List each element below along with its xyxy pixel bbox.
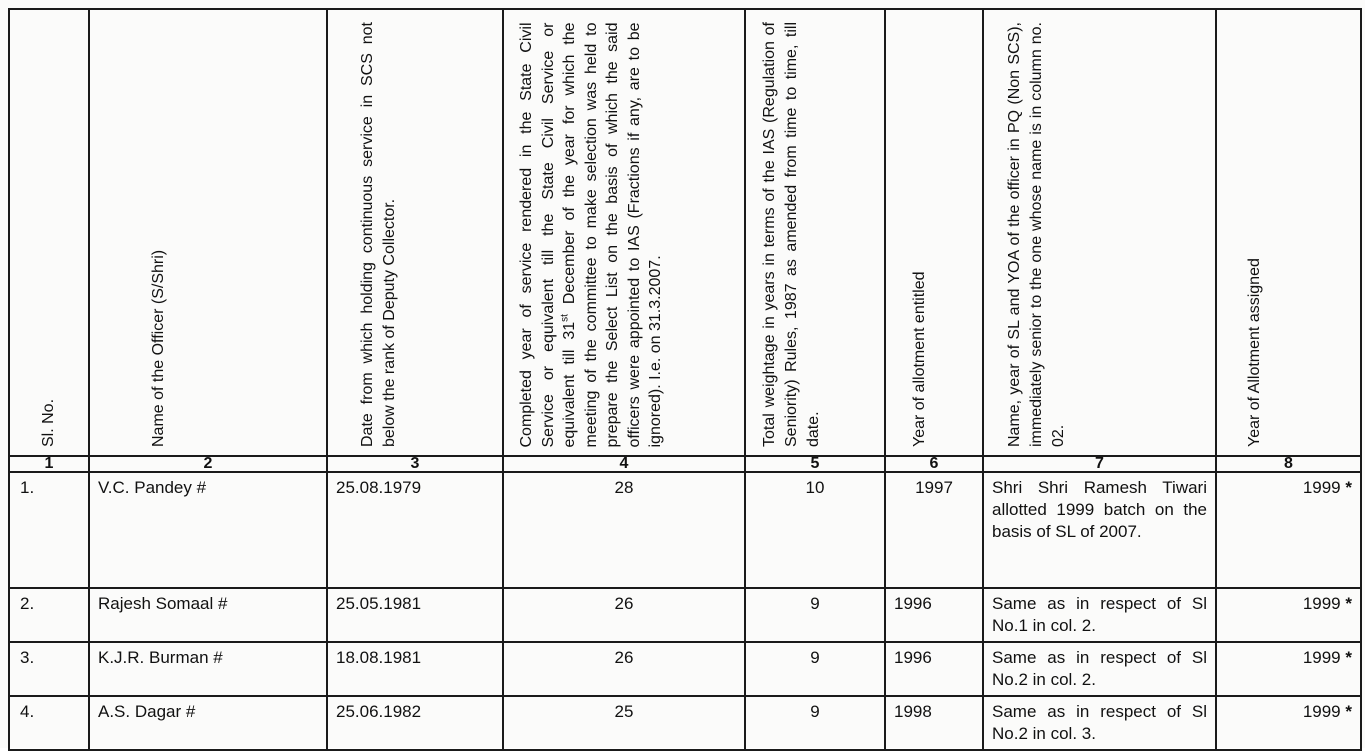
seniority-table [8,8,1362,751]
header-4-text-post: December of the year for which the meeting of the committee to make selection was held to prepare the Select List on the basis of which the said officers were appointed to IAS (Fractions if any, are to be ignored). I.e. on 31.3.2007. [561,22,664,447]
cell-completed-service: 26 [503,588,745,642]
cell-officer-name: V.C. Pandey # [89,472,327,588]
cell-sl-no: 4. [9,696,89,750]
header-row [9,9,1361,456]
cell-sl-no: 3. [9,642,89,696]
header-senior-officer: Name, year of SL and YOA of the officer in PQ (Non SCS), immediately senior to the one whose name is in column no. 02. [983,9,1216,456]
col-num-6: 6 [885,456,983,472]
header-year-assigned: Year of Allotment assigned [1216,9,1361,456]
col-num-5: 5 [745,456,885,472]
col-num-1: 1 [9,456,89,472]
cell-service-date: 25.05.1981 [327,588,503,642]
col-num-2: 2 [89,456,327,472]
cell-weightage: 10 [745,472,885,588]
header-completed-service [503,9,745,456]
cell-weightage: 9 [745,696,885,750]
cell-senior-officer: Same as in respect of Sl No.2 in col. 3. [983,696,1216,750]
cell-year-assigned [1216,472,1361,588]
cell-year-entitled: 1997 [885,472,983,588]
asterisk-mark: * [1345,594,1352,613]
cell-year-assigned [1216,588,1361,642]
cell-sl-no: 1. [9,472,89,588]
table-row [9,642,1361,696]
cell-senior-officer: Same as in respect of Sl No.1 in col. 2. [983,588,1216,642]
cell-year-assigned [1216,642,1361,696]
cell-officer-name: Rajesh Somaal # [89,588,327,642]
table-row [9,696,1361,750]
cell-service-date: 25.06.1982 [327,696,503,750]
assigned-year: 1999 [1302,594,1341,613]
col-num-7: 7 [983,456,1216,472]
assigned-year: 1999 [1302,702,1341,721]
col-num-8: 8 [1216,456,1361,472]
cell-completed-service: 28 [503,472,745,588]
cell-officer-name: A.S. Dagar # [89,696,327,750]
cell-completed-service: 26 [503,642,745,696]
cell-year-entitled: 1996 [885,642,983,696]
assigned-year: 1999 [1302,478,1341,497]
cell-service-date: 18.08.1981 [327,642,503,696]
cell-senior-officer: Shri Shri Ramesh Tiwari allotted 1999 batch on the basis of SL of 2007. [983,472,1216,588]
header-sl-no: Sl. No. [9,9,89,456]
header-4-sup: st [559,313,571,322]
header-4-text-pre: Completed year of service rendered in the State Civil Service or equivalent till the State Civil Service or equivalent till 31 [518,22,578,447]
cell-weightage: 9 [745,642,885,696]
header-year-entitled: Year of allotment entitled [885,9,983,456]
column-number-row [9,456,1361,472]
table-row [9,472,1361,588]
header-service-date: Date from which holding continuous service in SCS not below the rank of Deputy Collector. [327,9,503,456]
asterisk-mark: * [1345,702,1352,721]
header-officer-name: Name of the Officer (S/Shri) [89,9,327,456]
cell-year-assigned [1216,696,1361,750]
cell-year-entitled: 1998 [885,696,983,750]
cell-weightage: 9 [745,588,885,642]
cell-sl-no: 2. [9,588,89,642]
asterisk-mark: * [1345,648,1352,667]
cell-completed-service: 25 [503,696,745,750]
asterisk-mark: * [1345,478,1352,497]
col-num-4: 4 [503,456,745,472]
assigned-year: 1999 [1302,648,1341,667]
cell-service-date: 25.08.1979 [327,472,503,588]
cell-officer-name: K.J.R. Burman # [89,642,327,696]
cell-senior-officer: Same as in respect of Sl No.2 in col. 2. [983,642,1216,696]
table-row [9,588,1361,642]
header-weightage: Total weightage in years in terms of the IAS (Regulation of Seniority) Rules, 1987 as amended from time to time, till date. [745,9,885,456]
cell-year-entitled: 1996 [885,588,983,642]
col-num-3: 3 [327,456,503,472]
